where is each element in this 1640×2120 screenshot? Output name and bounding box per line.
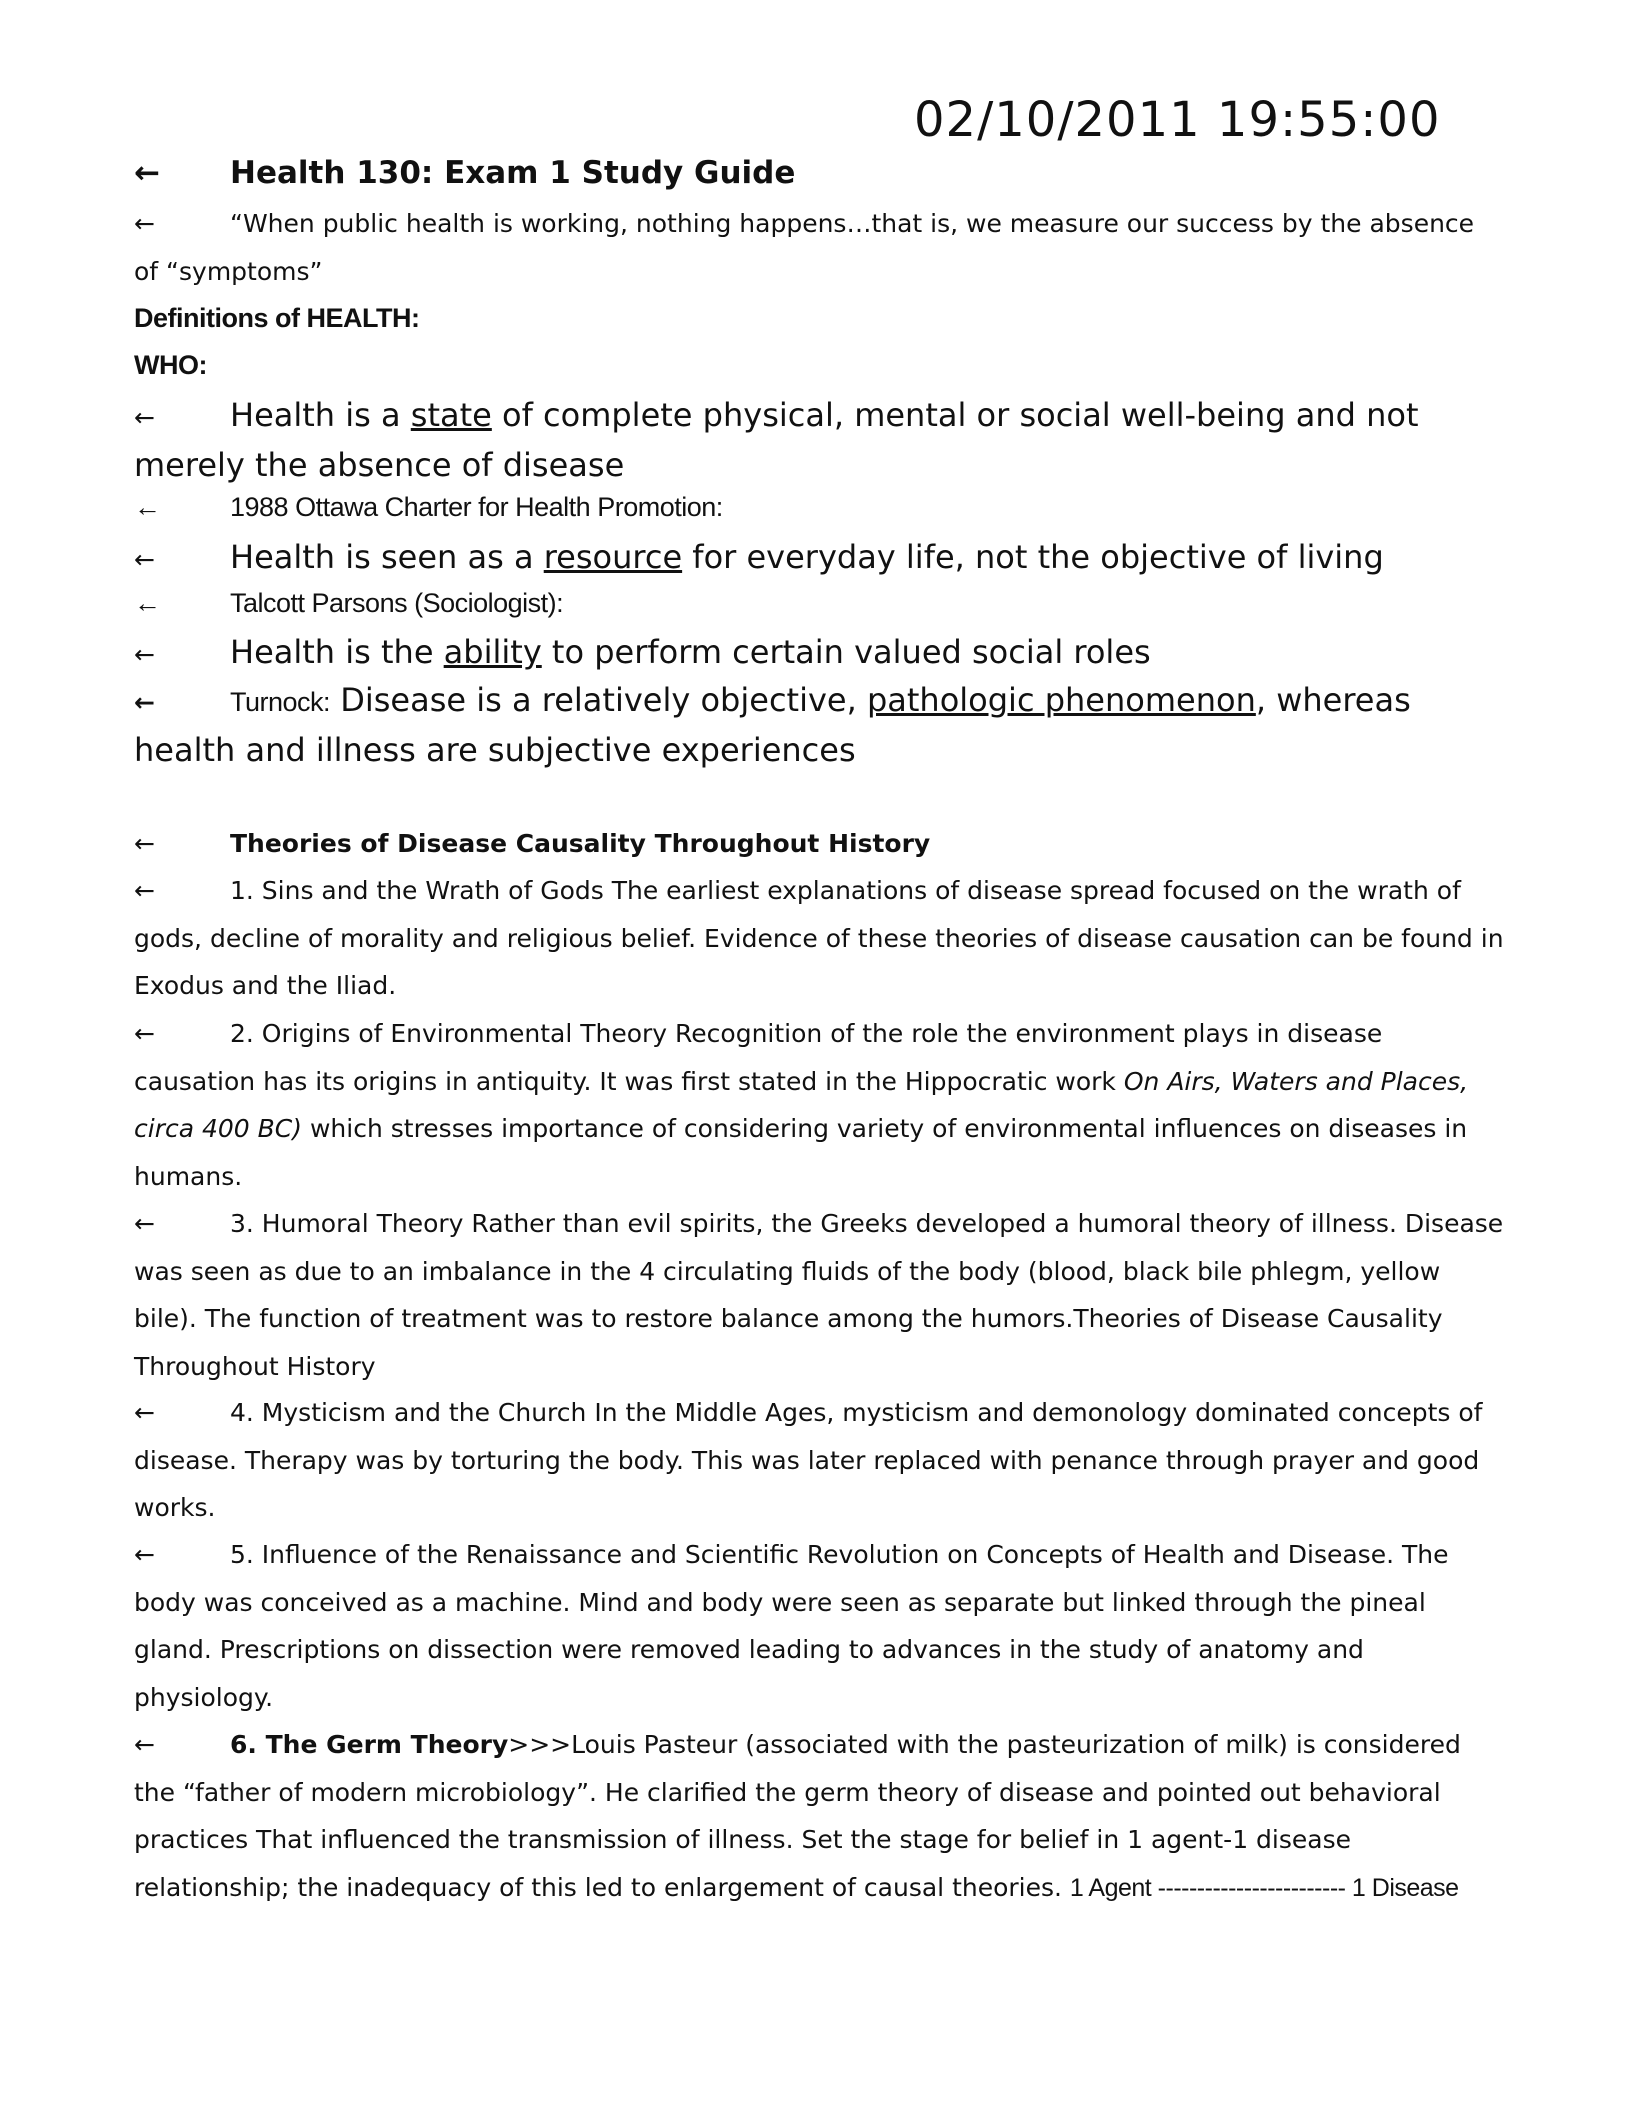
theory-4 [134,1389,1504,1532]
definitions-heading: Definitions of HEALTH: [134,303,420,333]
ottawa-def-underlined: resource [543,538,683,576]
title-text: Health 130: Exam 1 Study Guide [230,155,796,191]
bullet-arrow-icon: ← [134,403,155,432]
bullet-arrow-icon: ← [134,588,161,618]
bullet-arrow-icon: ← [134,1019,155,1048]
who-def-underlined: state [410,396,492,434]
theory-2-text: 2. Origins of Environmental Theory Recognition of the role the environment plays in disease causation has its origins in antiquity. It was first stated in the Hippocratic work [134,1019,1383,1096]
bullet-arrow-icon: ← [134,1398,155,1427]
bullet-arrow-icon: ← [134,876,155,905]
parsons-heading-text: Talcott Parsons (Sociologist): [230,588,564,618]
bullet-arrow-icon: ← [134,155,160,191]
quote-text: “When public health is working, nothing happens…that is, we measure our success by the absence of “symptoms” [134,209,1475,286]
theory-5-text: 5. Influence of the Renaissance and Scientific Revolution on Concepts of Health and Disease. The body was conceived as a machine. Mind and body were seen as separate but linked through the pineal gland. Prescriptions on dissection were removed leading to advances in the study of anatomy and physiology. [134,1540,1449,1712]
parsons-def-underlined: ability [443,633,542,671]
bullet-arrow-icon: ← [134,209,155,238]
theory-2-italic: On Airs, Waters and Places, circa 400 BC) [134,1066,1469,1143]
bullet-arrow-icon: ← [134,829,155,858]
theory-2 [134,1010,1504,1200]
who-heading: WHO: [134,350,207,380]
parsons-heading [134,580,1504,628]
theory-6-tail: 1 Agent ------------------------ 1 Disease [1069,1873,1459,1902]
turnock-text-end: , whereas health and illness are subjective experiences [134,681,1411,769]
theory-6-text: >>>Louis Pasteur (associated with the pasteurization of milk) is considered the “father of modern microbiology”. He clarified the germ theory of disease and pointed out behavioral practices That influenced the transmission of illness. Set the stage for belief in 1 agent-1 disease relationship; the inadequacy of this led to enlargement of causal theories. [134,1730,1461,1902]
bullet-arrow-icon: ← [134,1540,155,1569]
theory-3 [134,1200,1504,1390]
bullet-arrow-icon: ← [134,1209,155,1238]
parsons-def-text: Health is the [230,633,444,671]
ottawa-heading [134,484,1504,532]
ottawa-def-text: Health is seen as a [230,538,544,576]
who-definition [134,392,1504,489]
theory-2-text-end: which stresses importance of considering variety of environmental influences on diseases in humans. [134,1114,1468,1191]
bullet-arrow-icon: ← [134,640,155,669]
theory-6 [134,1721,1504,1912]
theory-1-text: 1. Sins and the Wrath of Gods The earliest explanations of disease spread focused on the wrath of gods, decline of morality and religious belief. Evidence of these theories of disease causation can be found in Exodus and the Iliad. [134,876,1504,1000]
turnock-definition [134,677,1504,774]
theory-3-text: 3. Humoral Theory Rather than evil spirits, the Greeks developed a humoral theory of illness. Disease was seen as due to an imbalance in the 4 circulating fluids of the body (blood, black bile phlegm, yellow bile). The function of treatment was to restore balance among the humors.Theories of Disease Causality Throughout History [134,1209,1504,1381]
ottawa-heading-text: 1988 Ottawa Charter for Health Promotion: [230,492,723,522]
quote-paragraph [134,200,1504,295]
theory-5 [134,1531,1504,1721]
theory-4-text: 4. Mysticism and the Church In the Middle Ages, mysticism and demonology dominated concepts of disease. Therapy was by torturing the body. This was later replaced with penance through prayer and good works. [134,1398,1483,1522]
theories-heading-text: Theories of Disease Causality Throughout History [230,829,931,858]
turnock-underlined: pathologic phenomenon [866,681,1256,719]
parsons-def-text-end: to perform certain valued social roles [541,633,1151,671]
turnock-text: Disease is a relatively objective, [330,681,867,719]
theory-1 [134,867,1504,1010]
ottawa-definition [134,534,1504,584]
ottawa-def-text-end: for everyday life, not the objective of living [682,538,1384,576]
parsons-definition [134,629,1504,679]
bullet-arrow-icon: ← [134,688,155,717]
document-timestamp: 02/10/2011 19:55:00 [914,92,1441,148]
theory-6-bold: 6. The Germ Theory [230,1730,509,1759]
bullet-arrow-icon: ← [134,1730,155,1759]
who-def-text: Health is a [230,396,411,434]
turnock-label: Turnock: [230,687,331,717]
who-def-text-end: of complete physical, mental or social well-being and not merely the absence of disease [134,396,1419,484]
bullet-arrow-icon: ← [134,545,155,574]
document-title [134,150,1504,198]
bullet-arrow-icon: ← [134,492,161,522]
theories-heading [134,820,1504,868]
